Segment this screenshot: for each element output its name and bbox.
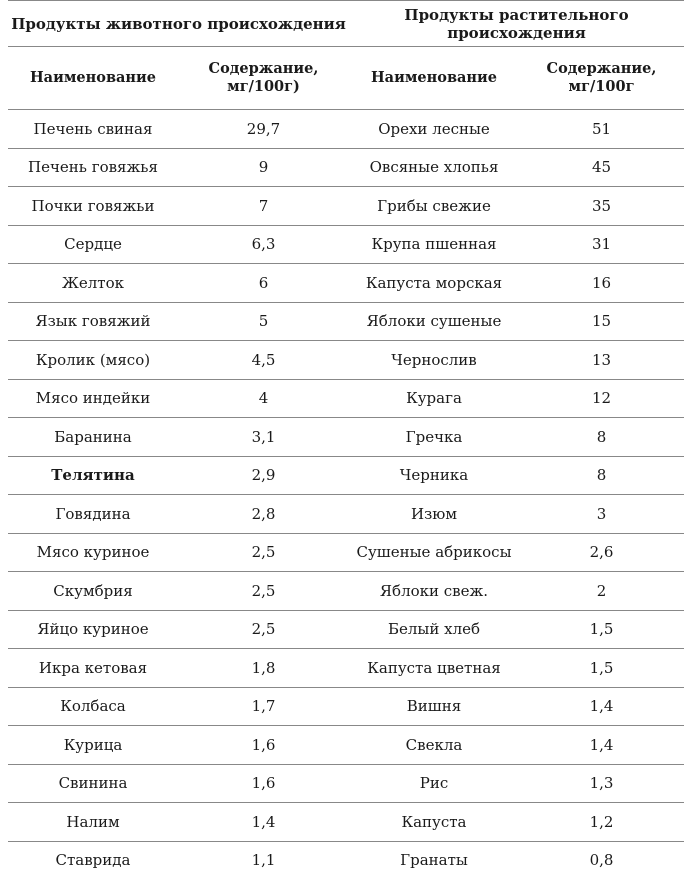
animal-value-cell: 1,4 — [178, 803, 349, 842]
animal-group-header: Продукты животного происхождения — [8, 1, 349, 47]
table-row — [8, 726, 684, 765]
plant-name-cell: Яблоки сушеные — [349, 302, 519, 341]
animal-name-cell: Скумбрия — [8, 572, 178, 611]
table-row — [8, 341, 684, 380]
animal-value-cell: 2,9 — [178, 456, 349, 495]
animal-content-header — [178, 47, 349, 110]
table-body — [8, 110, 684, 880]
plant-name-cell: Курага — [349, 379, 519, 418]
animal-name-cell: Мясо индейки — [8, 379, 178, 418]
animal-value-cell: 3,1 — [178, 418, 349, 457]
table-row — [8, 302, 684, 341]
animal-name-cell: Свинина — [8, 764, 178, 803]
table-row — [8, 687, 684, 726]
plant-value-cell: 2,6 — [519, 533, 684, 572]
plant-name-cell: Свекла — [349, 726, 519, 765]
animal-name-cell: Баранина — [8, 418, 178, 457]
animal-name-cell: Кролик (мясо) — [8, 341, 178, 380]
table-row — [8, 495, 684, 534]
iron-content-table — [8, 0, 684, 879]
animal-value-cell: 4,5 — [178, 341, 349, 380]
animal-name-cell: Ставрида — [55, 851, 131, 870]
table-row — [8, 841, 684, 879]
animal-value-cell: 1,8 — [178, 649, 349, 688]
table-row — [8, 148, 684, 187]
animal-name-cell: Язык говяжий — [8, 302, 178, 341]
plant-name-cell: Вишня — [349, 687, 519, 726]
animal-value-cell: 2,5 — [178, 610, 349, 649]
plant-value-cell: 8 — [519, 456, 684, 495]
column-header-row — [8, 47, 684, 110]
table-row — [8, 649, 684, 688]
plant-value-cell: 15 — [519, 302, 684, 341]
animal-name-cell: Яйцо куриное — [8, 610, 178, 649]
animal-value-cell: 1,6 — [178, 726, 349, 765]
animal-value-cell: 6,3 — [178, 225, 349, 264]
table-row — [8, 610, 684, 649]
animal-content-header-line2: мг/100г) — [227, 78, 300, 95]
table-row — [8, 418, 684, 457]
plant-name-header: Наименование — [349, 47, 519, 110]
table-row — [8, 764, 684, 803]
plant-name-cell: Белый хлеб — [349, 610, 519, 649]
plant-name-cell: Капуста морская — [349, 264, 519, 303]
animal-name-header: Наименование — [8, 47, 178, 110]
animal-value-cell: 1,7 — [178, 687, 349, 726]
plant-value-cell: 1,2 — [519, 803, 684, 842]
table-row — [8, 110, 684, 149]
animal-name-cell: Мясо куриное — [8, 533, 178, 572]
animal-content-header-line1: Содержание, — [208, 60, 319, 77]
plant-name-cell: Черника — [349, 456, 519, 495]
plant-value-cell: 1,4 — [519, 687, 684, 726]
animal-value-cell: 1,6 — [178, 764, 349, 803]
table-row — [8, 264, 684, 303]
table-row — [8, 533, 684, 572]
animal-value-cell: 2,5 — [178, 533, 349, 572]
plant-name-cell: Грибы свежие — [349, 187, 519, 226]
plant-value-cell: 16 — [519, 264, 684, 303]
plant-value-cell: 2 — [519, 572, 684, 611]
plant-name-cell: Сушеные абрикосы — [349, 533, 519, 572]
plant-name-cell: Орехи лесные — [349, 110, 519, 149]
plant-value-cell: 8 — [519, 418, 684, 457]
plant-value-cell: 0,8 — [589, 851, 614, 870]
plant-value-cell: 35 — [519, 187, 684, 226]
animal-name-cell: Печень говяжья — [8, 148, 178, 187]
plant-name-cell: Капуста — [349, 803, 519, 842]
plant-name-cell: Гречка — [349, 418, 519, 457]
animal-name-cell: Колбаса — [8, 687, 178, 726]
plant-value-cell: 31 — [519, 225, 684, 264]
plant-content-header-line1: Содержание, — [546, 60, 657, 77]
animal-name-cell: Говядина — [8, 495, 178, 534]
plant-content-header — [519, 47, 684, 110]
plant-value-cell: 51 — [519, 110, 684, 149]
animal-name-cell: Почки говяжьи — [8, 187, 178, 226]
animal-value-cell: 7 — [178, 187, 349, 226]
table-row — [8, 187, 684, 226]
animal-name-cell: Печень свиная — [8, 110, 178, 149]
animal-name-cell: Желток — [8, 264, 178, 303]
plant-name-cell: Овсяные хлопья — [349, 148, 519, 187]
plant-value-cell: 13 — [519, 341, 684, 380]
plant-content-header-line2: мг/100г — [568, 78, 635, 95]
table-row — [8, 572, 684, 611]
animal-value-cell: 2,5 — [178, 572, 349, 611]
plant-value-cell: 3 — [519, 495, 684, 534]
animal-value-cell: 29,7 — [178, 110, 349, 149]
plant-name-cell: Крупа пшенная — [349, 225, 519, 264]
plant-value-cell: 1,5 — [519, 649, 684, 688]
animal-value-cell: 6 — [178, 264, 349, 303]
plant-value-cell: 12 — [519, 379, 684, 418]
animal-value-cell: 4 — [178, 379, 349, 418]
animal-value-cell: 5 — [178, 302, 349, 341]
plant-value-cell: 1,3 — [519, 764, 684, 803]
animal-name-cell: Налим — [8, 803, 178, 842]
table-row — [8, 803, 684, 842]
plant-value-cell: 45 — [519, 148, 684, 187]
group-header-row — [8, 1, 684, 47]
plant-name-cell: Изюм — [349, 495, 519, 534]
plant-group-header: Продукты растительного происхождения — [349, 1, 684, 47]
plant-name-cell: Чернослив — [349, 341, 519, 380]
animal-name-cell: Сердце — [8, 225, 178, 264]
plant-name-cell: Гранаты — [400, 851, 468, 870]
animal-name-cell: Телятина — [8, 456, 178, 495]
animal-value-cell: 1,1 — [251, 851, 276, 870]
plant-value-cell: 1,5 — [519, 610, 684, 649]
plant-name-cell: Капуста цветная — [349, 649, 519, 688]
animal-value-cell: 9 — [178, 148, 349, 187]
table-row — [8, 225, 684, 264]
animal-name-cell: Курица — [8, 726, 178, 765]
table-row — [8, 456, 684, 495]
plant-value-cell: 1,4 — [519, 726, 684, 765]
table-row — [8, 379, 684, 418]
plant-name-cell: Рис — [349, 764, 519, 803]
animal-value-cell: 2,8 — [178, 495, 349, 534]
animal-name-cell: Икра кетовая — [8, 649, 178, 688]
plant-name-cell: Яблоки свеж. — [349, 572, 519, 611]
